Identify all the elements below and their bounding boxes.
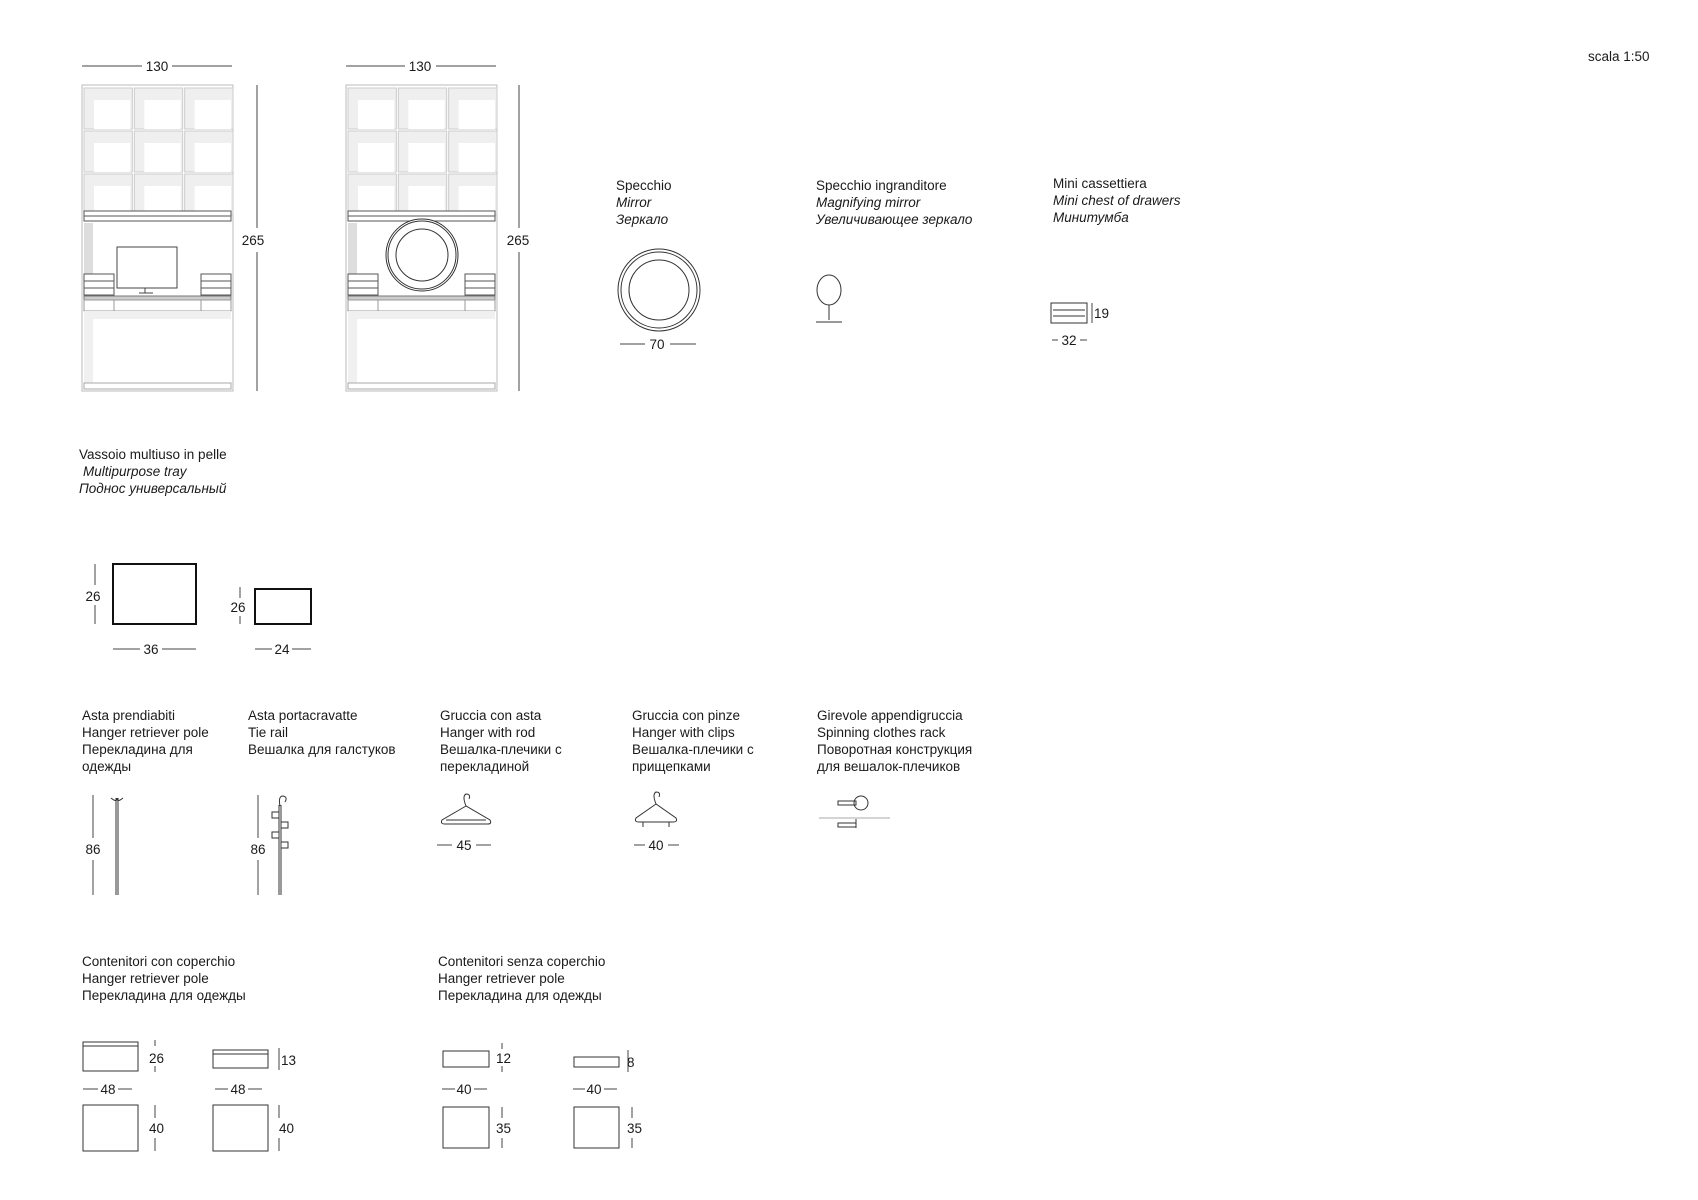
- text-line: 48: [100, 1082, 116, 1097]
- shelf-cell-back: [144, 143, 180, 172]
- tray-small-drawing: [230, 587, 311, 657]
- text-line: Перекладина для: [82, 742, 193, 757]
- text-line: 48: [230, 1082, 246, 1097]
- text-line: 86: [85, 842, 101, 857]
- hanger-rod-drawing: [437, 794, 491, 853]
- text-line: прищепками: [632, 759, 711, 774]
- text-line: Hanger with rod: [440, 725, 536, 740]
- text-line: Girevole appendigruccia: [817, 708, 963, 723]
- width-label: 70: [649, 337, 665, 352]
- text-line: Hanger retriever pole: [82, 725, 209, 740]
- spinning-rack-drawing: [819, 796, 890, 828]
- text-line: 35: [496, 1121, 512, 1136]
- hanger-clips-drawing: [634, 792, 679, 853]
- mirror-drawing: [618, 249, 700, 352]
- text-line: Asta portacravatte: [248, 708, 358, 723]
- shelf-cell-back: [195, 100, 231, 129]
- shelf-cell-back: [358, 100, 394, 129]
- container-nolid-1: [442, 1043, 511, 1148]
- lower-band: [84, 311, 231, 319]
- shelf-cell-back: [195, 143, 231, 172]
- caption-it: Specchio: [616, 178, 672, 193]
- side-panel: [348, 223, 357, 277]
- text-line: 26: [149, 1051, 165, 1066]
- shelf-cell-back: [459, 100, 495, 129]
- shelf-cell-back: [408, 143, 444, 172]
- text-line: 40: [586, 1082, 602, 1097]
- desk-top: [84, 296, 231, 300]
- text-line: для вешалок-плечиков: [817, 759, 961, 774]
- text-line: Hanger retriever pole: [438, 971, 565, 986]
- text-line: Перекладина для одежды: [82, 988, 246, 1003]
- text-line: Gruccia con asta: [440, 708, 542, 723]
- width-label: 32: [1061, 333, 1077, 348]
- container-lid-2: [213, 1048, 296, 1151]
- cabinet-elevations: [82, 85, 497, 391]
- text-line: Вешалка-плечики с: [440, 742, 562, 757]
- shelf-cell-back: [94, 100, 130, 129]
- plinth: [84, 383, 231, 389]
- text-line: Вешалка для галстуков: [248, 742, 396, 757]
- text-line: 12: [496, 1051, 512, 1066]
- desk-drawer: [84, 300, 231, 311]
- shelf-cell-back: [358, 143, 394, 172]
- desk-drawer: [348, 300, 495, 311]
- text-line: Contenitori con coperchio: [82, 954, 236, 969]
- container-lid-1: [83, 1040, 164, 1151]
- text-line: 24: [274, 642, 290, 657]
- text-line: 8: [627, 1055, 635, 1070]
- text-line: Asta prendiabiti: [82, 708, 176, 723]
- desk-top: [348, 296, 495, 300]
- magnifying-mirror-drawing: [816, 275, 842, 322]
- lower-side: [348, 319, 357, 383]
- caption-it: Mini cassettiera: [1053, 176, 1147, 191]
- drawer-left: [348, 274, 378, 295]
- height-label: 265: [506, 233, 530, 248]
- caption-ru: Увеличивающее зеркало: [816, 212, 973, 227]
- shelf-cell-back: [94, 143, 130, 172]
- text-line: 45: [456, 838, 472, 853]
- text-line: 40: [648, 838, 664, 853]
- side-panel: [84, 223, 93, 277]
- text-line: 26: [230, 600, 246, 615]
- text-line: Spinning clothes rack: [817, 725, 946, 740]
- caption-ru: Зеркало: [616, 212, 669, 227]
- text-line: 86: [250, 842, 266, 857]
- text-line: Tie rail: [248, 725, 289, 740]
- text-line: Поворотная конструкция: [817, 742, 973, 757]
- plinth: [348, 383, 495, 389]
- text-line: 40: [456, 1082, 472, 1097]
- text-line: 40: [149, 1121, 165, 1136]
- text-line: Вешалка-плечики с: [632, 742, 754, 757]
- text-line: Hanger retriever pole: [82, 971, 209, 986]
- shelf-cell-back: [144, 100, 180, 129]
- text-line: 40: [279, 1121, 295, 1136]
- text-line: перекладиной: [440, 759, 530, 774]
- text-line: Hanger with clips: [632, 725, 735, 740]
- caption-ru: Поднос универсальный: [79, 481, 227, 496]
- container-nolid-2: [573, 1050, 642, 1148]
- caption-it: Specchio ingranditore: [816, 178, 947, 193]
- scale-label: scala 1:50: [1588, 49, 1650, 64]
- tray-large-drawing: [85, 564, 196, 657]
- text-line: 26: [85, 589, 101, 604]
- height-label: 19: [1094, 306, 1110, 321]
- caption-en: Mini chest of drawers: [1053, 193, 1181, 208]
- drawer-right: [465, 274, 495, 295]
- width-label: 130: [145, 59, 169, 74]
- hanger-pole-drawing: [85, 795, 123, 895]
- caption-it: Vassoio multiuso in pelle: [79, 447, 227, 462]
- mini-chest-drawing: [1051, 303, 1109, 348]
- text-line: 35: [627, 1121, 643, 1136]
- height-label: 265: [241, 233, 265, 248]
- lower-side: [84, 319, 93, 383]
- caption-ru: Минитумба: [1053, 210, 1129, 225]
- caption-en: Multipurpose tray: [83, 464, 187, 479]
- drawer-right: [201, 274, 231, 295]
- text-line: одежды: [82, 759, 132, 774]
- tie-rail-drawing: [250, 795, 288, 895]
- text-line: Перекладина для одежды: [438, 988, 602, 1003]
- caption-en: Mirror: [616, 195, 652, 210]
- shelf-cell-back: [459, 143, 495, 172]
- mirror-outer: [386, 219, 458, 291]
- lower-band: [348, 311, 495, 319]
- caption-en: Magnifying mirror: [816, 195, 921, 210]
- drawer-left: [84, 274, 114, 295]
- monitor: [117, 247, 177, 288]
- text-line: 13: [281, 1053, 297, 1068]
- width-label: 130: [408, 59, 432, 74]
- shelf-cell-back: [408, 100, 444, 129]
- text-line: 36: [143, 642, 159, 657]
- text-line: Gruccia con pinze: [632, 708, 741, 723]
- text-line: Contenitori senza coperchio: [438, 954, 606, 969]
